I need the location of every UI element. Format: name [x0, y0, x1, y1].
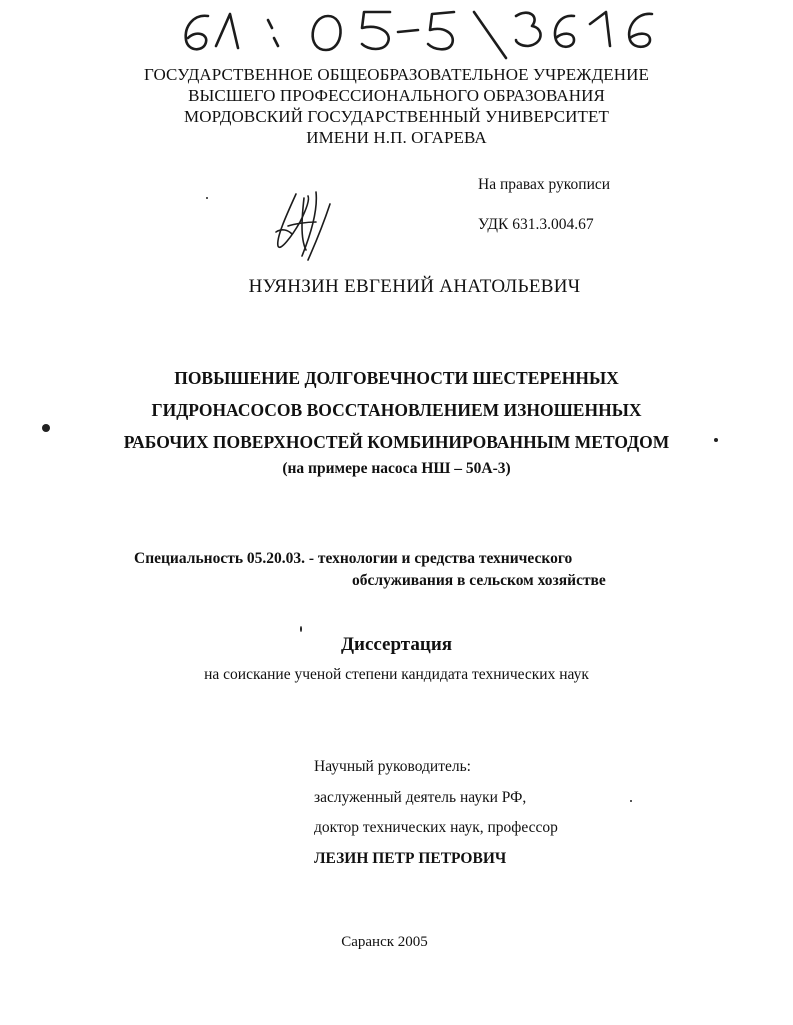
title-line-2: ГИДРОНАСОСОВ ВОССТАНОВЛЕНИЕМ ИЗНОШЕННЫХ: [151, 400, 642, 420]
scan-mark: [300, 626, 302, 632]
udc-code: УДК 631.3.004.67: [478, 216, 594, 233]
title-line-3: РАБОЧИХ ПОВЕРХНОСТЕЙ КОМБИНИРОВАННЫМ МЕТОДОМ: [123, 432, 670, 452]
signature: [266, 186, 356, 266]
supervisor-title-1: заслуженный деятель науки РФ,: [314, 789, 527, 806]
institution-line-2: ВЫСШЕГО ПРОФЕССИОНАЛЬНОГО ОБРАЗОВАНИЯ: [188, 86, 605, 105]
supervisor-name: ЛЕЗИН ПЕТР ПЕТРОВИЧ: [314, 850, 507, 867]
scan-mark: [714, 438, 718, 442]
city-year: Саранск 2005: [341, 934, 428, 950]
author-name: НУЯНЗИН ЕВГЕНИЙ АНАТОЛЬЕВИЧ: [248, 276, 581, 297]
specialty-line-1: Специальность 05.20.03. - технологии и средства технического: [134, 550, 573, 567]
scan-mark: [42, 424, 50, 432]
scan-mark: [630, 800, 632, 802]
document-type: Диссертация: [340, 634, 453, 655]
handwritten-number-drawing: [150, 2, 670, 62]
rights-note: На правах рукописи: [478, 176, 611, 193]
handwritten-archive-number: [150, 2, 670, 62]
scan-mark: [206, 197, 208, 199]
institution-line-1: ГОСУДАРСТВЕННОЕ ОБЩЕОБРАЗОВАТЕЛЬНОЕ УЧРЕЖДЕНИЕ: [143, 65, 650, 84]
title-line-1: ПОВЫШЕНИЕ ДОЛГОВЕЧНОСТИ ШЕСТЕРЕННЫХ: [174, 368, 619, 388]
signature-drawing: [266, 186, 356, 266]
supervisor-label: Научный руководитель:: [314, 758, 471, 775]
degree-line: на соискание ученой степени кандидата технических наук: [204, 666, 589, 683]
specialty-line-2: обслуживания в сельском хозяйстве: [352, 572, 606, 589]
supervisor-title-2: доктор технических наук, профессор: [314, 819, 558, 836]
institution-line-3: МОРДОВСКИЙ ГОСУДАРСТВЕННЫЙ УНИВЕРСИТЕТ: [183, 107, 609, 126]
institution-line-4: ИМЕНИ Н.П. ОГАРЕВА: [306, 128, 487, 147]
title-subtitle: (на примере насоса НШ – 50А-3): [282, 460, 511, 477]
